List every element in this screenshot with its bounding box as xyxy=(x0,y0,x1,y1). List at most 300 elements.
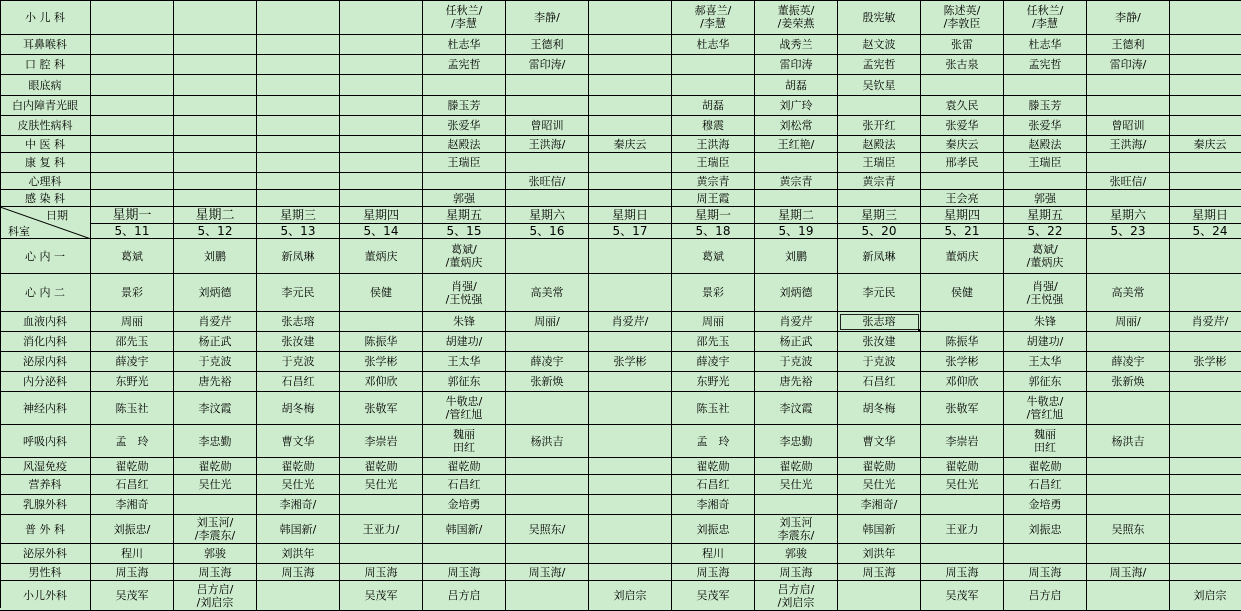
selected-cell[interactable] xyxy=(838,312,921,332)
date-header[interactable] xyxy=(506,224,589,239)
schedule-cell[interactable] xyxy=(91,515,174,544)
schedule-cell[interactable] xyxy=(1170,239,1241,274)
weekday-header[interactable] xyxy=(589,207,672,224)
schedule-cell[interactable] xyxy=(1087,153,1170,173)
schedule-cell[interactable] xyxy=(257,173,340,190)
schedule-cell[interactable] xyxy=(921,312,1004,332)
weekday-header[interactable] xyxy=(506,207,589,224)
schedule-cell[interactable] xyxy=(838,153,921,173)
schedule-cell[interactable] xyxy=(1170,475,1241,495)
schedule-cell[interactable] xyxy=(755,564,838,581)
schedule-cell[interactable] xyxy=(921,581,1004,611)
schedule-cell[interactable] xyxy=(174,35,257,55)
schedule-cell[interactable] xyxy=(589,239,672,274)
schedule-cell[interactable] xyxy=(91,239,174,274)
schedule-cell[interactable] xyxy=(1004,425,1087,458)
schedule-cell[interactable] xyxy=(423,475,506,495)
schedule-cell[interactable] xyxy=(340,239,423,274)
schedule-cell[interactable] xyxy=(1004,332,1087,352)
schedule-cell[interactable] xyxy=(838,392,921,425)
schedule-cell[interactable] xyxy=(1087,475,1170,495)
schedule-cell[interactable] xyxy=(755,515,838,544)
schedule-cell[interactable] xyxy=(257,515,340,544)
schedule-cell[interactable] xyxy=(423,239,506,274)
schedule-cell[interactable] xyxy=(755,75,838,96)
schedule-cell[interactable] xyxy=(340,515,423,544)
schedule-cell[interactable] xyxy=(340,55,423,75)
schedule-cell[interactable] xyxy=(1004,475,1087,495)
schedule-cell[interactable] xyxy=(257,544,340,564)
schedule-cell[interactable] xyxy=(174,515,257,544)
schedule-cell[interactable] xyxy=(1087,544,1170,564)
date-header[interactable] xyxy=(174,224,257,239)
dept-label[interactable] xyxy=(0,495,91,515)
schedule-cell[interactable] xyxy=(340,190,423,207)
schedule-cell[interactable] xyxy=(340,35,423,55)
schedule-cell[interactable] xyxy=(340,96,423,116)
schedule-cell[interactable] xyxy=(672,352,755,372)
schedule-cell[interactable] xyxy=(257,153,340,173)
schedule-cell[interactable] xyxy=(838,239,921,274)
schedule-cell[interactable] xyxy=(755,35,838,55)
dept-label[interactable] xyxy=(0,581,91,611)
schedule-cell[interactable] xyxy=(257,352,340,372)
schedule-cell[interactable] xyxy=(921,0,1004,35)
schedule-cell[interactable] xyxy=(921,35,1004,55)
schedule-cell[interactable] xyxy=(1170,372,1241,392)
schedule-cell[interactable] xyxy=(1004,55,1087,75)
schedule-cell[interactable] xyxy=(174,136,257,153)
schedule-cell[interactable] xyxy=(91,173,174,190)
schedule-cell[interactable] xyxy=(589,352,672,372)
schedule-cell[interactable] xyxy=(91,35,174,55)
schedule-cell[interactable] xyxy=(672,458,755,475)
schedule-cell[interactable] xyxy=(589,581,672,611)
schedule-cell[interactable] xyxy=(257,425,340,458)
schedule-cell[interactable] xyxy=(672,239,755,274)
schedule-cell[interactable] xyxy=(921,352,1004,372)
schedule-cell[interactable] xyxy=(91,425,174,458)
dept-label[interactable] xyxy=(0,475,91,495)
schedule-cell[interactable] xyxy=(589,0,672,35)
schedule-cell[interactable] xyxy=(921,458,1004,475)
schedule-cell[interactable] xyxy=(672,190,755,207)
schedule-cell[interactable] xyxy=(838,274,921,312)
schedule-cell[interactable] xyxy=(1004,75,1087,96)
schedule-cell[interactable] xyxy=(91,312,174,332)
schedule-cell[interactable] xyxy=(423,332,506,352)
schedule-cell[interactable] xyxy=(91,475,174,495)
schedule-cell[interactable] xyxy=(1170,153,1241,173)
schedule-cell[interactable] xyxy=(340,153,423,173)
schedule-cell[interactable] xyxy=(423,312,506,332)
schedule-cell[interactable] xyxy=(174,173,257,190)
schedule-cell[interactable] xyxy=(1004,581,1087,611)
schedule-cell[interactable] xyxy=(589,332,672,352)
schedule-cell[interactable] xyxy=(1170,581,1241,611)
schedule-cell[interactable] xyxy=(755,475,838,495)
schedule-cell[interactable] xyxy=(506,0,589,35)
schedule-cell[interactable] xyxy=(340,0,423,35)
weekday-header[interactable] xyxy=(1170,207,1241,224)
schedule-cell[interactable] xyxy=(838,372,921,392)
weekday-header[interactable] xyxy=(423,207,506,224)
schedule-cell[interactable] xyxy=(1170,0,1241,35)
schedule-cell[interactable] xyxy=(672,425,755,458)
schedule-cell[interactable] xyxy=(423,372,506,392)
schedule-cell[interactable] xyxy=(838,544,921,564)
schedule-cell[interactable] xyxy=(921,392,1004,425)
schedule-cell[interactable] xyxy=(1170,544,1241,564)
schedule-cell[interactable] xyxy=(340,312,423,332)
schedule-cell[interactable] xyxy=(340,332,423,352)
schedule-cell[interactable] xyxy=(506,116,589,136)
schedule-cell[interactable] xyxy=(91,495,174,515)
schedule-cell[interactable] xyxy=(1004,544,1087,564)
schedule-cell[interactable] xyxy=(257,136,340,153)
schedule-cell[interactable] xyxy=(1087,190,1170,207)
schedule-cell[interactable] xyxy=(921,96,1004,116)
schedule-cell[interactable] xyxy=(423,55,506,75)
schedule-cell[interactable] xyxy=(1170,458,1241,475)
schedule-cell[interactable] xyxy=(257,332,340,352)
schedule-cell[interactable] xyxy=(755,55,838,75)
schedule-cell[interactable] xyxy=(91,96,174,116)
schedule-cell[interactable] xyxy=(506,239,589,274)
schedule-cell[interactable] xyxy=(340,173,423,190)
schedule-cell[interactable] xyxy=(589,312,672,332)
schedule-cell[interactable] xyxy=(1087,515,1170,544)
schedule-cell[interactable] xyxy=(423,35,506,55)
schedule-cell[interactable] xyxy=(257,312,340,332)
schedule-cell[interactable] xyxy=(1170,35,1241,55)
schedule-cell[interactable] xyxy=(340,136,423,153)
schedule-cell[interactable] xyxy=(506,372,589,392)
schedule-cell[interactable] xyxy=(672,581,755,611)
schedule-cell[interactable] xyxy=(340,458,423,475)
schedule-cell[interactable] xyxy=(755,136,838,153)
schedule-cell[interactable] xyxy=(340,544,423,564)
schedule-cell[interactable] xyxy=(257,0,340,35)
schedule-cell[interactable] xyxy=(423,274,506,312)
schedule-cell[interactable] xyxy=(921,515,1004,544)
schedule-cell[interactable] xyxy=(257,458,340,475)
schedule-cell[interactable] xyxy=(589,564,672,581)
dept-label[interactable] xyxy=(0,116,91,136)
schedule-cell[interactable] xyxy=(1170,312,1241,332)
schedule-cell[interactable] xyxy=(1004,352,1087,372)
dept-label[interactable] xyxy=(0,372,91,392)
schedule-cell[interactable] xyxy=(755,173,838,190)
schedule-cell[interactable] xyxy=(257,190,340,207)
dept-label[interactable] xyxy=(0,35,91,55)
schedule-cell[interactable] xyxy=(1170,392,1241,425)
schedule-cell[interactable] xyxy=(1170,352,1241,372)
schedule-cell[interactable] xyxy=(921,372,1004,392)
schedule-cell[interactable] xyxy=(1087,564,1170,581)
schedule-cell[interactable] xyxy=(672,312,755,332)
schedule-cell[interactable] xyxy=(506,515,589,544)
dept-label[interactable] xyxy=(0,136,91,153)
dept-label[interactable] xyxy=(0,352,91,372)
dept-label[interactable] xyxy=(0,564,91,581)
dept-label[interactable] xyxy=(0,392,91,425)
schedule-cell[interactable] xyxy=(174,544,257,564)
schedule-cell[interactable] xyxy=(589,173,672,190)
schedule-cell[interactable] xyxy=(423,392,506,425)
schedule-cell[interactable] xyxy=(755,332,838,352)
weekday-header[interactable] xyxy=(672,207,755,224)
schedule-cell[interactable] xyxy=(589,136,672,153)
schedule-cell[interactable] xyxy=(838,475,921,495)
schedule-cell[interactable] xyxy=(340,581,423,611)
schedule-cell[interactable] xyxy=(755,190,838,207)
schedule-cell[interactable] xyxy=(91,116,174,136)
schedule-cell[interactable] xyxy=(921,173,1004,190)
schedule-cell[interactable] xyxy=(672,564,755,581)
schedule-cell[interactable] xyxy=(838,190,921,207)
schedule-cell[interactable] xyxy=(174,332,257,352)
schedule-cell[interactable] xyxy=(174,274,257,312)
schedule-cell[interactable] xyxy=(506,352,589,372)
schedule-cell[interactable] xyxy=(589,495,672,515)
dept-label[interactable] xyxy=(0,515,91,544)
schedule-cell[interactable] xyxy=(91,581,174,611)
schedule-cell[interactable] xyxy=(755,153,838,173)
date-header[interactable] xyxy=(257,224,340,239)
schedule-cell[interactable] xyxy=(423,564,506,581)
schedule-cell[interactable] xyxy=(174,495,257,515)
schedule-cell[interactable] xyxy=(838,425,921,458)
schedule-cell[interactable] xyxy=(838,173,921,190)
schedule-cell[interactable] xyxy=(672,372,755,392)
schedule-cell[interactable] xyxy=(921,544,1004,564)
schedule-cell[interactable] xyxy=(755,274,838,312)
schedule-cell[interactable] xyxy=(589,96,672,116)
schedule-cell[interactable] xyxy=(755,96,838,116)
schedule-cell[interactable] xyxy=(838,0,921,35)
schedule-cell[interactable] xyxy=(340,372,423,392)
schedule-cell[interactable] xyxy=(423,581,506,611)
schedule-cell[interactable] xyxy=(755,116,838,136)
schedule-cell[interactable] xyxy=(257,392,340,425)
schedule-cell[interactable] xyxy=(506,458,589,475)
schedule-cell[interactable] xyxy=(91,392,174,425)
schedule-cell[interactable] xyxy=(257,96,340,116)
schedule-cell[interactable] xyxy=(921,55,1004,75)
weekday-header[interactable] xyxy=(91,207,174,224)
schedule-cell[interactable] xyxy=(921,564,1004,581)
schedule-cell[interactable] xyxy=(174,458,257,475)
dept-label[interactable] xyxy=(0,332,91,352)
dept-label[interactable] xyxy=(0,75,91,96)
schedule-cell[interactable] xyxy=(1004,392,1087,425)
schedule-cell[interactable] xyxy=(423,352,506,372)
date-header[interactable] xyxy=(91,224,174,239)
schedule-cell[interactable] xyxy=(589,372,672,392)
schedule-cell[interactable] xyxy=(1087,581,1170,611)
date-header[interactable] xyxy=(340,224,423,239)
schedule-cell[interactable] xyxy=(1087,352,1170,372)
schedule-cell[interactable] xyxy=(91,190,174,207)
dept-label[interactable] xyxy=(0,458,91,475)
schedule-cell[interactable] xyxy=(506,332,589,352)
schedule-cell[interactable] xyxy=(1170,173,1241,190)
schedule-cell[interactable] xyxy=(838,96,921,116)
schedule-cell[interactable] xyxy=(672,274,755,312)
schedule-cell[interactable] xyxy=(1087,0,1170,35)
schedule-cell[interactable] xyxy=(91,352,174,372)
schedule-cell[interactable] xyxy=(755,372,838,392)
schedule-cell[interactable] xyxy=(838,116,921,136)
schedule-cell[interactable] xyxy=(755,425,838,458)
weekday-header[interactable] xyxy=(1004,207,1087,224)
schedule-cell[interactable] xyxy=(91,0,174,35)
schedule-cell[interactable] xyxy=(423,153,506,173)
schedule-cell[interactable] xyxy=(257,581,340,611)
schedule-cell[interactable] xyxy=(672,475,755,495)
schedule-cell[interactable] xyxy=(1004,190,1087,207)
dept-label[interactable] xyxy=(0,544,91,564)
schedule-cell[interactable] xyxy=(423,515,506,544)
schedule-cell[interactable] xyxy=(672,153,755,173)
schedule-cell[interactable] xyxy=(91,55,174,75)
schedule-cell[interactable] xyxy=(1087,116,1170,136)
schedule-cell[interactable] xyxy=(257,274,340,312)
date-header[interactable] xyxy=(838,224,921,239)
schedule-cell[interactable] xyxy=(423,173,506,190)
schedule-cell[interactable] xyxy=(423,458,506,475)
schedule-cell[interactable] xyxy=(506,425,589,458)
schedule-cell[interactable] xyxy=(506,495,589,515)
schedule-cell[interactable] xyxy=(257,116,340,136)
schedule-cell[interactable] xyxy=(423,544,506,564)
schedule-cell[interactable] xyxy=(838,564,921,581)
schedule-cell[interactable] xyxy=(589,544,672,564)
schedule-cell[interactable] xyxy=(423,116,506,136)
schedule-cell[interactable] xyxy=(340,352,423,372)
schedule-cell[interactable] xyxy=(1004,116,1087,136)
schedule-cell[interactable] xyxy=(423,75,506,96)
schedule-cell[interactable] xyxy=(174,55,257,75)
schedule-cell[interactable] xyxy=(755,495,838,515)
schedule-cell[interactable] xyxy=(921,116,1004,136)
schedule-cell[interactable] xyxy=(672,332,755,352)
schedule-cell[interactable] xyxy=(340,564,423,581)
schedule-cell[interactable] xyxy=(257,239,340,274)
schedule-cell[interactable] xyxy=(1170,190,1241,207)
schedule-cell[interactable] xyxy=(755,392,838,425)
schedule-cell[interactable] xyxy=(1004,153,1087,173)
schedule-cell[interactable] xyxy=(340,75,423,96)
schedule-cell[interactable] xyxy=(174,116,257,136)
schedule-cell[interactable] xyxy=(1087,312,1170,332)
dept-label[interactable] xyxy=(0,55,91,75)
schedule-cell[interactable] xyxy=(1170,96,1241,116)
schedule-cell[interactable] xyxy=(589,425,672,458)
schedule-cell[interactable] xyxy=(1170,136,1241,153)
schedule-cell[interactable] xyxy=(506,55,589,75)
schedule-cell[interactable] xyxy=(506,173,589,190)
schedule-cell[interactable] xyxy=(589,55,672,75)
schedule-cell[interactable] xyxy=(423,96,506,116)
schedule-cell[interactable] xyxy=(672,515,755,544)
schedule-cell[interactable] xyxy=(755,544,838,564)
schedule-cell[interactable] xyxy=(1087,372,1170,392)
schedule-cell[interactable] xyxy=(506,392,589,425)
schedule-cell[interactable] xyxy=(506,475,589,495)
dept-label[interactable] xyxy=(0,153,91,173)
schedule-cell[interactable] xyxy=(257,35,340,55)
schedule-cell[interactable] xyxy=(921,495,1004,515)
weekday-header[interactable] xyxy=(921,207,1004,224)
schedule-cell[interactable] xyxy=(1004,458,1087,475)
schedule-cell[interactable] xyxy=(1087,495,1170,515)
schedule-cell[interactable] xyxy=(589,274,672,312)
dept-label[interactable] xyxy=(0,425,91,458)
schedule-cell[interactable] xyxy=(1170,274,1241,312)
schedule-cell[interactable] xyxy=(838,136,921,153)
schedule-cell[interactable] xyxy=(1004,96,1087,116)
schedule-cell[interactable] xyxy=(672,173,755,190)
schedule-cell[interactable] xyxy=(838,55,921,75)
schedule-cell[interactable] xyxy=(1087,173,1170,190)
schedule-cell[interactable] xyxy=(755,239,838,274)
schedule-cell[interactable] xyxy=(672,35,755,55)
schedule-cell[interactable] xyxy=(589,116,672,136)
schedule-cell[interactable] xyxy=(506,136,589,153)
weekday-header[interactable] xyxy=(1087,207,1170,224)
schedule-cell[interactable] xyxy=(506,96,589,116)
schedule-cell[interactable] xyxy=(1087,35,1170,55)
schedule-cell[interactable] xyxy=(838,581,921,611)
date-header[interactable] xyxy=(423,224,506,239)
schedule-cell[interactable] xyxy=(1004,239,1087,274)
schedule-cell[interactable] xyxy=(589,75,672,96)
schedule-cell[interactable] xyxy=(672,392,755,425)
schedule-cell[interactable] xyxy=(1004,564,1087,581)
weekday-header[interactable] xyxy=(838,207,921,224)
schedule-cell[interactable] xyxy=(1004,372,1087,392)
schedule-cell[interactable] xyxy=(672,495,755,515)
schedule-cell[interactable] xyxy=(1004,274,1087,312)
schedule-cell[interactable] xyxy=(1170,332,1241,352)
schedule-cell[interactable] xyxy=(340,274,423,312)
schedule-cell[interactable] xyxy=(340,425,423,458)
schedule-cell[interactable] xyxy=(423,425,506,458)
schedule-cell[interactable] xyxy=(174,425,257,458)
weekday-header[interactable] xyxy=(257,207,340,224)
schedule-cell[interactable] xyxy=(506,544,589,564)
schedule-cell[interactable] xyxy=(1004,515,1087,544)
schedule-cell[interactable] xyxy=(1087,332,1170,352)
schedule-cell[interactable] xyxy=(423,136,506,153)
schedule-cell[interactable] xyxy=(838,515,921,544)
schedule-cell[interactable] xyxy=(672,75,755,96)
schedule-cell[interactable] xyxy=(423,190,506,207)
schedule-cell[interactable] xyxy=(838,495,921,515)
schedule-cell[interactable] xyxy=(1087,136,1170,153)
date-header[interactable] xyxy=(1004,224,1087,239)
schedule-cell[interactable] xyxy=(1087,392,1170,425)
schedule-cell[interactable] xyxy=(589,35,672,55)
date-header[interactable] xyxy=(1170,224,1241,239)
schedule-cell[interactable] xyxy=(174,475,257,495)
schedule-cell[interactable] xyxy=(755,352,838,372)
schedule-cell[interactable] xyxy=(91,332,174,352)
schedule-cell[interactable] xyxy=(921,75,1004,96)
schedule-cell[interactable] xyxy=(1170,515,1241,544)
